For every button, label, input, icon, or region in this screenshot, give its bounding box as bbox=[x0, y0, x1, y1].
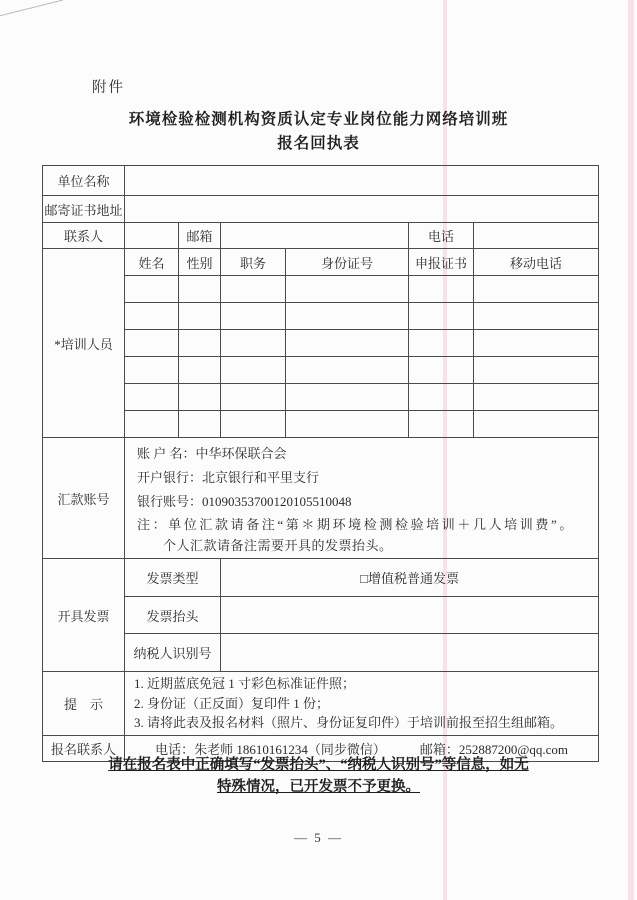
tips-item-2: 2. 身份证（正反面）复印件 1 份； bbox=[134, 695, 330, 711]
checkbox-unchecked-icon: □ bbox=[360, 571, 368, 586]
invoice-title-label: 发票抬头 bbox=[125, 597, 221, 634]
trainee-cell bbox=[221, 276, 286, 303]
unit-name-value-cell bbox=[125, 166, 599, 196]
trainee-cell bbox=[286, 384, 409, 411]
email-value-cell bbox=[221, 223, 409, 249]
trainee-row bbox=[43, 276, 599, 303]
remittance-account-number: 银行账号：01090353700120105510048 bbox=[137, 494, 352, 509]
row-invoice-title bbox=[43, 597, 599, 634]
trainee-col-mobile: 移动电话 bbox=[474, 249, 599, 276]
registration-contact-email: 邮箱：252887200@qq.com bbox=[419, 741, 568, 757]
contact-label: 联系人 bbox=[43, 223, 125, 249]
registration-contact-label: 报名联系人 bbox=[43, 735, 125, 761]
invoice-type-value-cell bbox=[221, 559, 599, 597]
trainee-cell bbox=[125, 276, 179, 303]
trainee-cell bbox=[179, 384, 221, 411]
trainee-cell bbox=[125, 357, 179, 384]
invoice-type-label: 发票类型 bbox=[125, 559, 221, 597]
footer-note-line1: 请在报名表中正确填写“发票抬头”、“纳税人识别号”等信息，如无 bbox=[108, 757, 529, 773]
remittance-note-line1: 注：单位汇款请备注“第＊期环境检测检验培训＋几人培训费”。 bbox=[137, 517, 575, 532]
trainee-col-name: 姓名 bbox=[125, 249, 179, 276]
row-tax-id bbox=[43, 634, 599, 672]
scan-edge-artifact bbox=[0, 0, 63, 17]
trainee-cell bbox=[474, 303, 599, 330]
trainee-cell bbox=[125, 384, 179, 411]
invoice-label: 开具发票 bbox=[43, 559, 125, 672]
page-subtitle: 报名回执表 bbox=[277, 135, 360, 152]
row-invoice-type bbox=[43, 559, 599, 597]
invoice-type-value: 增值税普通发票 bbox=[367, 571, 459, 586]
trainee-cell bbox=[125, 411, 179, 438]
attachment-label: 附件 bbox=[92, 80, 125, 96]
row-contact bbox=[43, 223, 599, 249]
invoice-title-value-cell bbox=[221, 597, 599, 634]
remittance-label: 汇款账号 bbox=[43, 438, 125, 559]
trainee-row bbox=[43, 303, 599, 330]
trainee-cell bbox=[409, 330, 474, 357]
tips-content-cell bbox=[125, 672, 599, 736]
trainee-cell bbox=[409, 276, 474, 303]
trainee-cell bbox=[286, 330, 409, 357]
trainee-cell bbox=[221, 384, 286, 411]
trainee-cell bbox=[474, 411, 599, 438]
row-tips bbox=[43, 672, 599, 736]
footer-note-line2: 特殊情况，已开发票不予更换。 bbox=[217, 779, 420, 795]
trainee-row bbox=[43, 384, 599, 411]
mailing-address-label: 邮寄证书地址 bbox=[43, 196, 125, 223]
contact-value-cell bbox=[125, 223, 179, 249]
trainees-label: *培训人员 bbox=[43, 249, 125, 438]
mailing-address-value-cell bbox=[125, 196, 599, 223]
trainee-cell bbox=[474, 384, 599, 411]
tax-id-value-cell bbox=[221, 634, 599, 672]
trainee-col-gender: 性别 bbox=[179, 249, 221, 276]
trainee-cell bbox=[474, 330, 599, 357]
trainee-cell bbox=[286, 357, 409, 384]
trainee-col-id-number: 身份证号 bbox=[286, 249, 409, 276]
trainee-cell bbox=[221, 330, 286, 357]
trainee-row bbox=[43, 411, 599, 438]
row-remittance bbox=[43, 438, 599, 559]
trainee-row bbox=[43, 357, 599, 384]
row-mailing-address bbox=[43, 196, 599, 223]
trainee-cell bbox=[125, 330, 179, 357]
trainee-col-certificate: 申报证书 bbox=[409, 249, 474, 276]
trainee-cell bbox=[286, 276, 409, 303]
trainee-cell bbox=[286, 303, 409, 330]
phone-label: 电话 bbox=[409, 223, 474, 249]
trainee-cell bbox=[221, 303, 286, 330]
trainee-cell bbox=[409, 303, 474, 330]
page-number: — 5 — bbox=[294, 830, 343, 845]
trainee-cell bbox=[409, 357, 474, 384]
remittance-bank: 开户银行：北京银行和平里支行 bbox=[137, 470, 320, 485]
trainee-row bbox=[43, 330, 599, 357]
tips-item-1: 1. 近期蓝底免冠 1 寸彩色标准证件照； bbox=[134, 676, 356, 691]
footer-note bbox=[0, 754, 637, 798]
registration-form-table bbox=[42, 165, 599, 762]
remittance-note-line2: 个人汇款请备注需要开具的发票抬头。 bbox=[163, 538, 393, 553]
trainee-cell bbox=[179, 357, 221, 384]
trainee-cell bbox=[179, 276, 221, 303]
phone-value-cell bbox=[474, 223, 599, 249]
trainee-cell bbox=[221, 411, 286, 438]
trainee-cell bbox=[409, 411, 474, 438]
trainee-cell bbox=[409, 384, 474, 411]
trainee-cell bbox=[286, 411, 409, 438]
registration-contact-phone: 电话：朱老师 18610161234（同步微信） bbox=[155, 741, 386, 757]
trainee-cell bbox=[179, 411, 221, 438]
trainee-cell bbox=[474, 276, 599, 303]
remittance-content-cell bbox=[125, 438, 599, 559]
email-label: 邮箱 bbox=[179, 223, 221, 249]
trainee-cell bbox=[179, 330, 221, 357]
remittance-content bbox=[125, 438, 598, 558]
trainee-cell bbox=[125, 303, 179, 330]
unit-name-label: 单位名称 bbox=[43, 166, 125, 196]
trainee-cell bbox=[179, 303, 221, 330]
tips-label: 提 示 bbox=[43, 672, 125, 736]
tax-id-label: 纳税人识别号 bbox=[125, 634, 221, 672]
row-trainee-header bbox=[43, 249, 599, 276]
row-unit-name bbox=[43, 166, 599, 196]
remittance-account-name: 账 户 名：中华环保联合会 bbox=[137, 446, 287, 461]
tips-content bbox=[125, 672, 598, 735]
tips-item-3: 3. 请将此表及报名材料（照片、身份证复印件）于培训前报至招生组邮箱。 bbox=[134, 715, 564, 730]
trainee-cell bbox=[474, 357, 599, 384]
trainee-cell bbox=[221, 357, 286, 384]
trainee-col-position: 职务 bbox=[221, 249, 286, 276]
page-title: 环境检验检测机构资质认定专业岗位能力网络培训班 bbox=[128, 111, 509, 128]
